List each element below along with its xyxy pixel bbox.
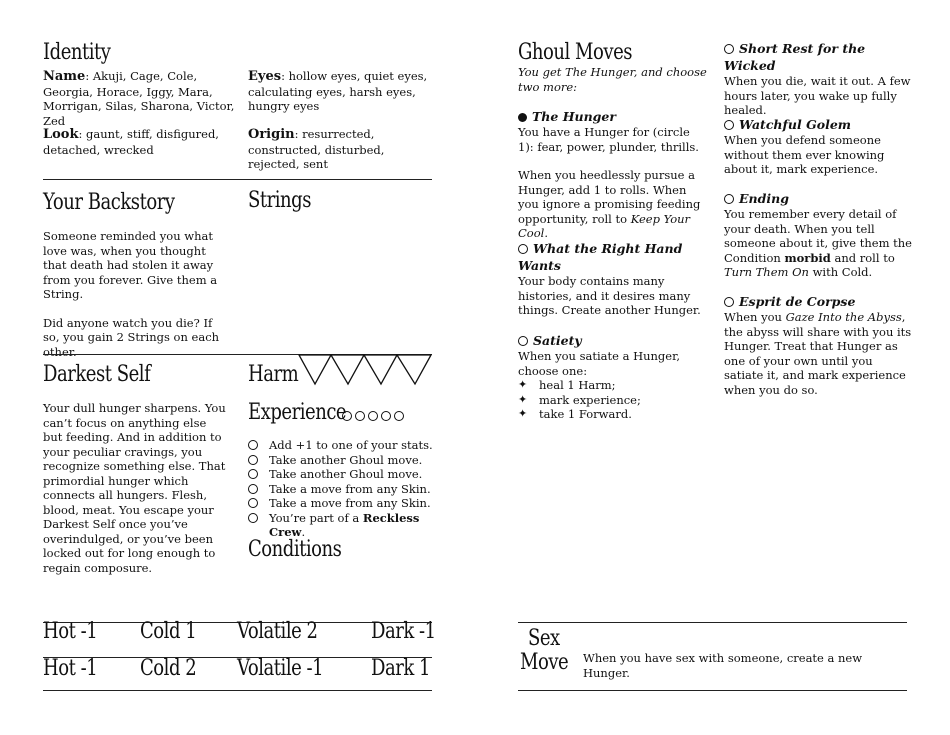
stat-cold[interactable]: Cold 2 (140, 656, 197, 681)
sex-move-title-line2: Move (520, 650, 569, 675)
name-options: : Akuji, Cage, Cole, Georgia, Horace, Iggy, Mara, Morrigan, Silas, Sharona, Victor, Zed (43, 69, 235, 128)
checked-bullet-icon[interactable] (518, 113, 527, 122)
identity-name (43, 69, 238, 128)
list-item: ✦ mark experience; (518, 392, 641, 407)
move-satiety: Satiety When you satiate a Hunger, choose one: ✦ heal 1 Harm; ✦ mark experience; ✦ take 1 Forward. (518, 332, 708, 422)
eyes-label: Eyes (248, 69, 282, 84)
advance-item[interactable]: Take another Ghoul move. (248, 467, 438, 482)
experience-title: Experience (248, 400, 347, 425)
sex-move-title-line1: Sex (528, 626, 560, 651)
ghoul-moves-intro: You get The Hunger, and choose two more: (518, 65, 707, 94)
checkbox-icon[interactable] (518, 336, 528, 346)
checkbox-icon[interactable] (724, 120, 734, 130)
list-item: ✦ heal 1 Harm; (518, 378, 616, 392)
checkbox-icon[interactable] (248, 440, 258, 450)
identity-eyes (248, 69, 433, 114)
list-item: ✦ take 1 Forward. (518, 407, 632, 421)
harm-title: Harm (248, 362, 299, 387)
backstory-text (43, 229, 231, 359)
experience-circle[interactable] (394, 411, 404, 421)
experience-track (342, 408, 407, 423)
advance-item[interactable]: Add +1 to one of your stats. (248, 438, 438, 453)
strings-title: Strings (248, 188, 311, 213)
star-bullet-icon: ✦ (518, 407, 528, 420)
divider (43, 690, 432, 691)
advance-item[interactable]: Take another Ghoul move. (248, 453, 438, 468)
harm-box-4[interactable] (397, 355, 431, 384)
stat-dark[interactable]: Dark 1 (371, 656, 431, 681)
backstory-p2: Did anyone watch you die? If so, you gain 2 Strings on each other. (43, 315, 220, 359)
identity-origin (248, 127, 438, 172)
advance-item[interactable]: You’re part of a Reckless Crew. (248, 511, 438, 540)
move-the-hunger: The Hunger You have a Hunger for (circle 1): fear, power, plunder, thrills. When you heedlessly pursue a Hunger, add 1 to rolls. When you ignore a promising feeding opportunity, roll to Keep Your Cool. (518, 109, 701, 240)
star-bullet-icon: ✦ (518, 378, 528, 391)
move-ending: Ending You remember every detail of your death. When you tell someone about it, give them the Condition morbid and roll to Turn Them On with Cold. (724, 191, 912, 279)
stat-volatile[interactable]: Volatile -1 (237, 656, 324, 681)
move-watchful-golem: Watchful Golem When you defend someone without them ever knowing about it, mark experience. (724, 117, 885, 176)
move-right-hand: What the Right Hand Wants Your body contains many histories, and it desires many things. Create another Hunger. (518, 241, 701, 317)
stat-hot[interactable]: Hot -1 (43, 656, 98, 681)
conditions-title: Conditions (248, 537, 342, 562)
identity-title: Identity (43, 40, 111, 65)
experience-circle[interactable] (381, 411, 391, 421)
ghoul-moves-title: Ghoul Moves (518, 40, 633, 65)
move-short-rest: Short Rest for the Wicked When you die, wait it out. A few hours later, you wake up fully healed. (724, 41, 911, 117)
darkest-self-title: Darkest Self (43, 362, 151, 387)
advance-item[interactable]: Take a move from any Skin. (248, 482, 438, 497)
divider (518, 622, 907, 623)
checkbox-icon[interactable] (248, 513, 258, 523)
look-label: Look (43, 127, 79, 142)
experience-circle[interactable] (355, 411, 365, 421)
checkbox-icon[interactable] (724, 44, 734, 54)
checkbox-icon[interactable] (248, 455, 258, 465)
move-esprit-de-corpse: Esprit de Corpse When you Gaze Into the Abyss, the abyss will share with you its Hunger. Treat that Hunger as one of your own until you satiate it, and mark experience when you do so. (724, 294, 912, 397)
stat-cold[interactable]: Cold 1 (140, 619, 197, 644)
divider (43, 179, 432, 180)
harm-box-3[interactable] (364, 355, 397, 384)
experience-circle[interactable] (342, 411, 352, 421)
eyes-options: : hollow eyes, quiet eyes, calculating eyes, harsh eyes, hungry eyes (248, 69, 428, 113)
divider (518, 690, 907, 691)
checkbox-icon[interactable] (248, 498, 258, 508)
darkest-self-text: Your dull hunger sharpens. You can’t focus on anything else but feeding. And in addition to your peculiar cravings, you recognize something else. That primordial hunger which connects all hungers. Flesh, blood, meat. You escape your Darkest Self once you’ve overindulged, or you’ve been locked out for long enough to regain composure. (43, 401, 226, 575)
harm-box-2[interactable] (331, 355, 364, 384)
backstory-title: Your Backstory (43, 190, 175, 215)
origin-options: : resurrected, constructed, disturbed, rejected, sent (248, 127, 385, 171)
identity-look (43, 127, 238, 157)
checkbox-icon[interactable] (248, 469, 258, 479)
backstory-p1: Someone reminded you what love was, when you thought that death had stolen it away from you forever. Give them a String. (43, 229, 218, 301)
harm-box-1[interactable] (299, 355, 331, 384)
name-label: Name (43, 69, 86, 84)
checkbox-icon[interactable] (724, 194, 734, 204)
stat-volatile[interactable]: Volatile 2 (237, 619, 318, 644)
stat-hot[interactable]: Hot -1 (43, 619, 98, 644)
checkbox-icon[interactable] (724, 297, 734, 307)
checkbox-icon[interactable] (518, 244, 528, 254)
sex-move-text: When you have sex with someone, create a new Hunger. (583, 651, 863, 680)
advances-list (248, 438, 438, 540)
look-options: : gaunt, stiff, disfigured, detached, wrecked (43, 127, 219, 157)
star-bullet-icon: ✦ (518, 392, 528, 406)
origin-label: Origin (248, 127, 295, 142)
checkbox-icon[interactable] (248, 484, 258, 494)
advance-item[interactable]: Take a move from any Skin. (248, 496, 438, 511)
experience-circle[interactable] (368, 411, 378, 421)
harm-track[interactable] (298, 354, 434, 386)
stat-dark[interactable]: Dark -1 (371, 619, 436, 644)
